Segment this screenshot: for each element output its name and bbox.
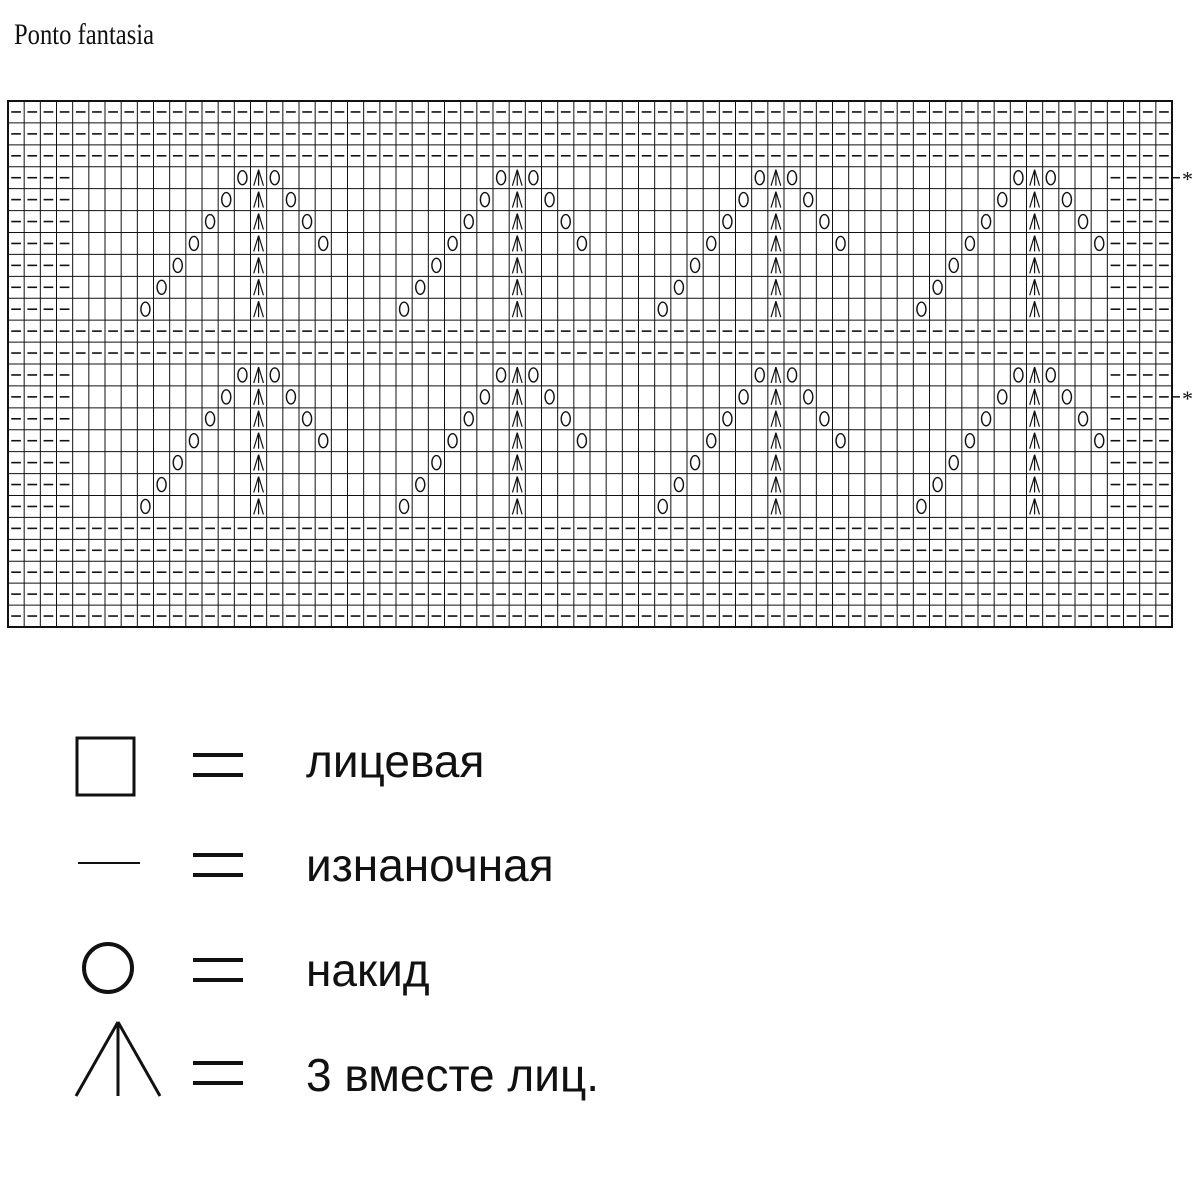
- legend: [76, 738, 243, 1096]
- legend-equals-signs: [193, 755, 243, 1083]
- legend-label-knit: лицевая: [306, 735, 485, 787]
- legend-label-purl: изнаночная: [306, 839, 554, 891]
- legend-k3tog-icon: [76, 1022, 160, 1096]
- legend-yarn-over-icon: [84, 944, 132, 992]
- repeat-marker: *: [1182, 385, 1193, 411]
- repeat-markers: [1172, 167, 1193, 411]
- legend-label-yarn-over: накид: [306, 944, 430, 996]
- repeat-marker: *: [1182, 166, 1193, 192]
- legend-knit-box-icon: [77, 738, 134, 795]
- legend-label-k3tog: 3 вместе лиц.: [306, 1049, 600, 1101]
- chart-grid: [8, 101, 1172, 627]
- page-title: Ponto fantasia: [14, 18, 155, 51]
